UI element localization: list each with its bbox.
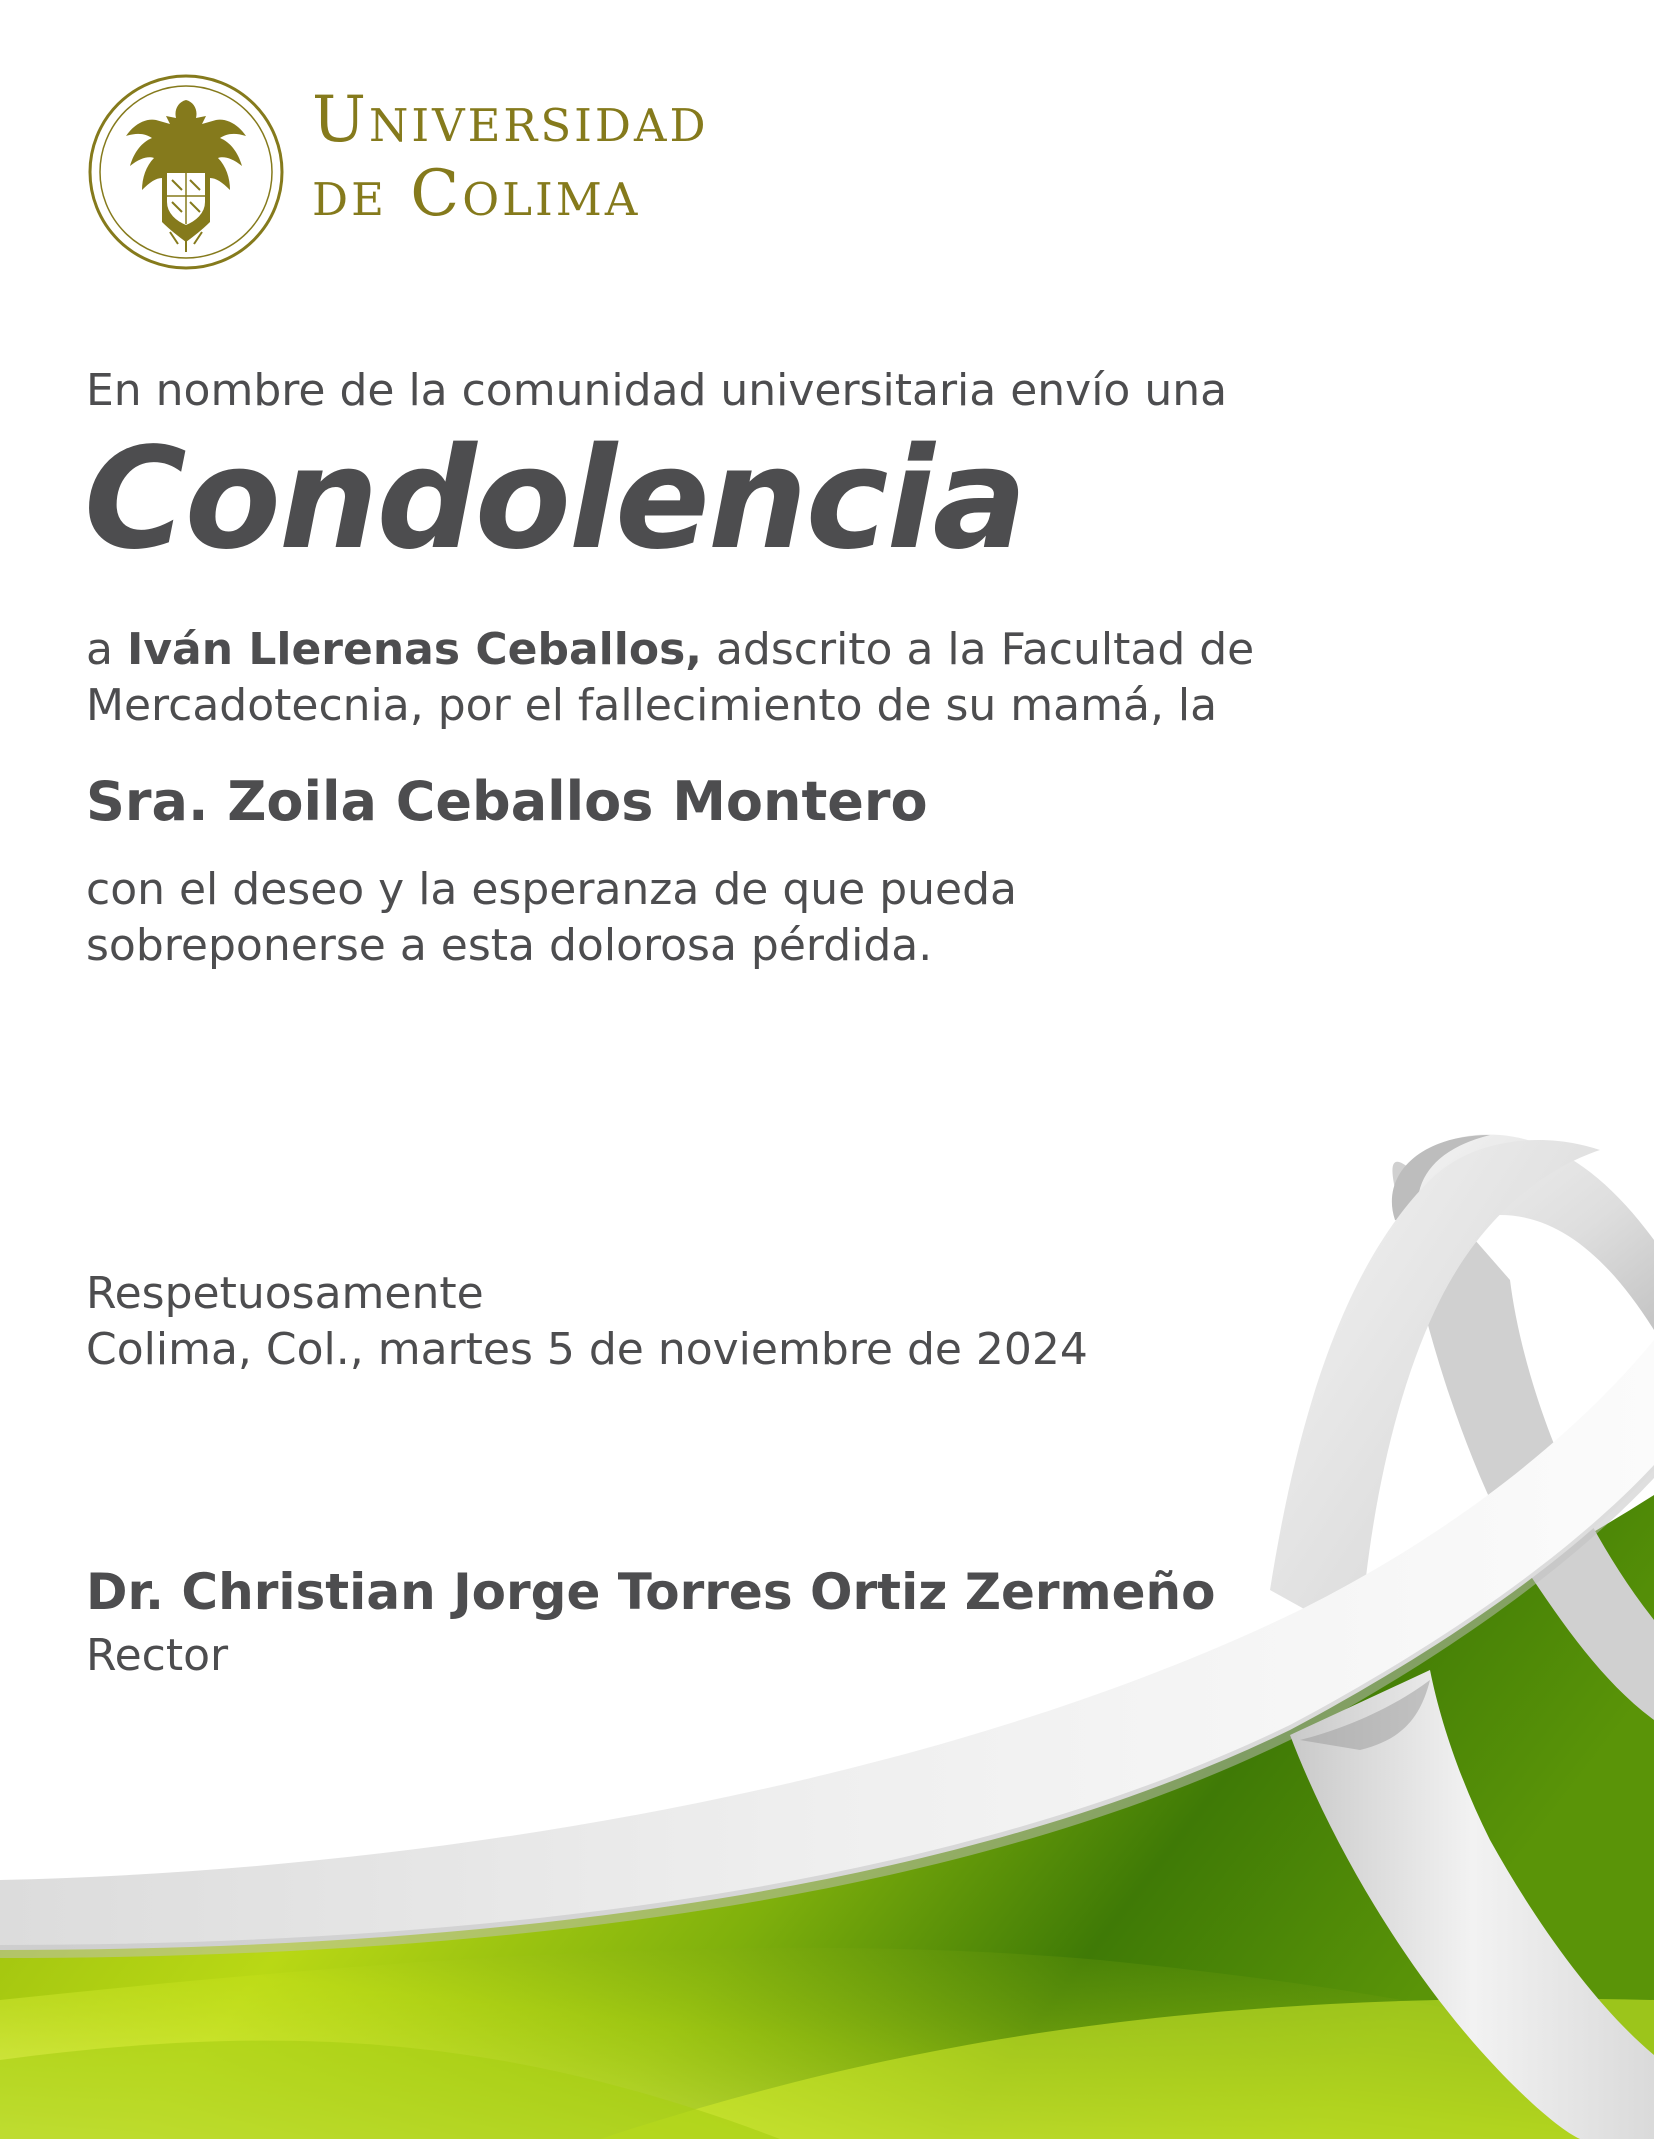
intro-text: En nombre de la comunidad universitaria envío una xyxy=(86,365,1228,416)
place-date: Colima, Col., martes 5 de noviembre de 2024 xyxy=(86,1324,1088,1375)
closing-salutation: Respetuosamente xyxy=(86,1268,484,1319)
wish-paragraph xyxy=(86,862,1017,974)
wish-line-1: con el deseo y la esperanza de que pueda xyxy=(86,864,1017,915)
wish-line-2: sobreponerse a esta dolorosa pérdida. xyxy=(86,920,933,971)
signer-name: Dr. Christian Jorge Torres Ortiz Zermeño xyxy=(86,1563,1216,1621)
university-seal-icon xyxy=(86,72,286,272)
recipient-line-2: Mercadotecnia, por el fallecimiento de su mamá, la xyxy=(86,680,1218,731)
institution-name-line2: de Colima xyxy=(312,157,641,231)
recipient-line-1 xyxy=(86,622,1254,678)
page-title: Condolencia xyxy=(84,418,1026,581)
deceased-name: Sra. Zoila Ceballos Montero xyxy=(86,770,928,833)
recipient-prefix: a xyxy=(86,624,127,675)
recipient-paragraph xyxy=(86,622,1254,734)
closing-block xyxy=(86,1266,1088,1378)
institution-wordmark xyxy=(312,83,709,231)
signer-role: Rector xyxy=(86,1630,229,1681)
recipient-line-rest: adscrito a la Facultad de xyxy=(701,624,1255,675)
recipient-name: Iván Llerenas Ceballos, xyxy=(126,624,702,675)
institution-name-line1: Universidad xyxy=(312,83,709,157)
